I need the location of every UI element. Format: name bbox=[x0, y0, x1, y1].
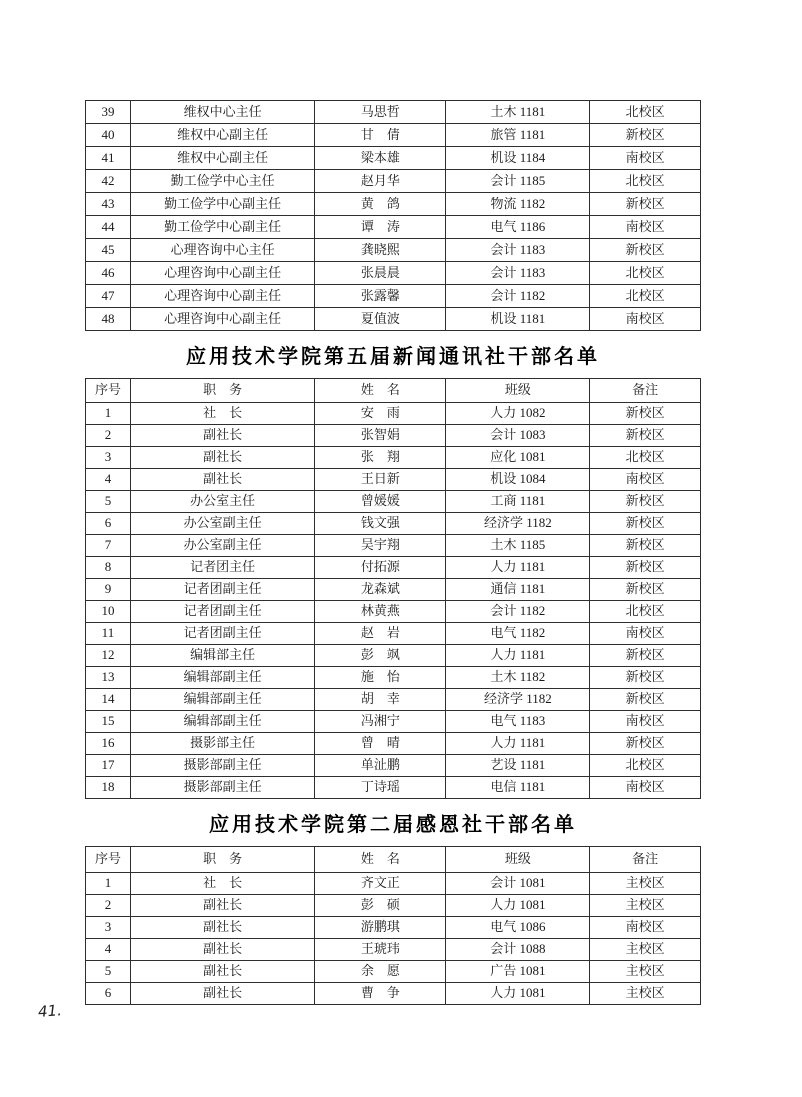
cell-name: 王琥玮 bbox=[315, 939, 446, 961]
section-title-gratitude-society: 应用技术学院第二届感恩社干部名单 bbox=[209, 812, 577, 836]
cell-name: 吴宇翔 bbox=[315, 535, 446, 557]
cell-note: 主校区 bbox=[590, 961, 701, 983]
cell-name: 冯湘宁 bbox=[315, 711, 446, 733]
cell-note: 北校区 bbox=[590, 447, 701, 469]
table-header-row bbox=[86, 379, 701, 403]
cell-note: 南校区 bbox=[590, 777, 701, 799]
table-row bbox=[86, 447, 701, 469]
cell-note: 主校区 bbox=[590, 983, 701, 1005]
cell-note: 新校区 bbox=[590, 733, 701, 755]
cell-position: 编辑部副主任 bbox=[130, 667, 315, 689]
table-row bbox=[86, 711, 701, 733]
cell-note: 北校区 bbox=[590, 101, 701, 124]
table-row bbox=[86, 262, 701, 285]
cell-class: 会计 1182 bbox=[446, 285, 590, 308]
cell-note: 主校区 bbox=[590, 895, 701, 917]
cell-note: 新校区 bbox=[590, 193, 701, 216]
cell-index: 5 bbox=[86, 491, 131, 513]
cell-name: 钱文强 bbox=[315, 513, 446, 535]
cell-note: 新校区 bbox=[590, 239, 701, 262]
cell-index: 13 bbox=[86, 667, 131, 689]
cell-note: 南校区 bbox=[590, 147, 701, 170]
cell-position: 心理咨询中心副主任 bbox=[130, 285, 315, 308]
cell-position: 心理咨询中心副主任 bbox=[130, 262, 315, 285]
cell-index: 18 bbox=[86, 777, 131, 799]
cell-index: 16 bbox=[86, 733, 131, 755]
cell-name: 彭 硕 bbox=[315, 895, 446, 917]
cell-class: 机设 1184 bbox=[446, 147, 590, 170]
cell-class: 工商 1181 bbox=[446, 491, 590, 513]
table-row bbox=[86, 308, 701, 331]
cell-class: 电信 1181 bbox=[446, 777, 590, 799]
cell-class: 电气 1086 bbox=[446, 917, 590, 939]
cell-note: 新校区 bbox=[590, 403, 701, 425]
section-title-news-society: 应用技术学院第五届新闻通讯社干部名单 bbox=[186, 344, 600, 368]
cell-class: 经济学 1182 bbox=[446, 689, 590, 711]
cell-position: 办公室副主任 bbox=[130, 513, 315, 535]
cell-class: 经济学 1182 bbox=[446, 513, 590, 535]
cell-note: 新校区 bbox=[590, 579, 701, 601]
table-row bbox=[86, 645, 701, 667]
cell-note: 新校区 bbox=[590, 667, 701, 689]
table-row bbox=[86, 557, 701, 579]
cell-position: 勤工俭学中心副主任 bbox=[130, 216, 315, 239]
cell-name: 游鹏琪 bbox=[315, 917, 446, 939]
cell-index: 3 bbox=[86, 447, 131, 469]
cell-position: 副社长 bbox=[130, 917, 315, 939]
cell-note: 新校区 bbox=[590, 124, 701, 147]
page-number: 41. bbox=[37, 1001, 63, 1021]
cell-name: 张晨晨 bbox=[315, 262, 446, 285]
cell-index: 7 bbox=[86, 535, 131, 557]
cell-name: 林黄燕 bbox=[315, 601, 446, 623]
cell-index: 2 bbox=[86, 895, 131, 917]
cell-class: 人力 1081 bbox=[446, 983, 590, 1005]
cell-index: 42 bbox=[86, 170, 131, 193]
cell-class: 电气 1186 bbox=[446, 216, 590, 239]
cell-index: 8 bbox=[86, 557, 131, 579]
cell-name: 张 翔 bbox=[315, 447, 446, 469]
cell-note: 主校区 bbox=[590, 873, 701, 895]
cell-note: 新校区 bbox=[590, 557, 701, 579]
table-row bbox=[86, 469, 701, 491]
cell-position: 维权中心主任 bbox=[130, 101, 315, 124]
table-row bbox=[86, 124, 701, 147]
cell-index: 47 bbox=[86, 285, 131, 308]
cell-position: 心理咨询中心主任 bbox=[130, 239, 315, 262]
cell-class: 机设 1181 bbox=[446, 308, 590, 331]
table-row bbox=[86, 239, 701, 262]
cell-position: 社 长 bbox=[130, 403, 315, 425]
cell-name: 付拓源 bbox=[315, 557, 446, 579]
cell-position: 副社长 bbox=[130, 469, 315, 491]
cell-note: 新校区 bbox=[590, 513, 701, 535]
cell-note: 北校区 bbox=[590, 170, 701, 193]
cell-index: 2 bbox=[86, 425, 131, 447]
cell-index: 4 bbox=[86, 469, 131, 491]
cell-name: 曾媛媛 bbox=[315, 491, 446, 513]
cell-position: 副社长 bbox=[130, 939, 315, 961]
table-row bbox=[86, 939, 701, 961]
table-row bbox=[86, 895, 701, 917]
cell-position: 副社长 bbox=[130, 425, 315, 447]
cell-index: 10 bbox=[86, 601, 131, 623]
cell-index: 48 bbox=[86, 308, 131, 331]
cell-index: 17 bbox=[86, 755, 131, 777]
cell-position: 勤工俭学中心主任 bbox=[130, 170, 315, 193]
table-row bbox=[86, 285, 701, 308]
column-header-name: 姓 名 bbox=[315, 379, 446, 403]
table-row bbox=[86, 777, 701, 799]
cell-class: 旅管 1181 bbox=[446, 124, 590, 147]
cell-position: 记者团副主任 bbox=[130, 579, 315, 601]
cell-note: 主校区 bbox=[590, 939, 701, 961]
cell-class: 人力 1181 bbox=[446, 557, 590, 579]
table-row bbox=[86, 983, 701, 1005]
cell-note: 新校区 bbox=[590, 645, 701, 667]
cell-position: 摄影部副主任 bbox=[130, 755, 315, 777]
cell-index: 1 bbox=[86, 873, 131, 895]
table-row bbox=[86, 535, 701, 557]
cell-name: 施 怡 bbox=[315, 667, 446, 689]
news-society-cadre-table bbox=[85, 378, 701, 799]
cell-name: 赵 岩 bbox=[315, 623, 446, 645]
cell-position: 副社长 bbox=[130, 961, 315, 983]
cell-name: 单沚鹏 bbox=[315, 755, 446, 777]
cell-class: 人力 1081 bbox=[446, 895, 590, 917]
table-row bbox=[86, 513, 701, 535]
cell-note: 北校区 bbox=[590, 755, 701, 777]
table-row bbox=[86, 403, 701, 425]
cell-index: 11 bbox=[86, 623, 131, 645]
cell-class: 会计 1182 bbox=[446, 601, 590, 623]
cell-name: 龙森斌 bbox=[315, 579, 446, 601]
cell-position: 副社长 bbox=[130, 447, 315, 469]
table-row bbox=[86, 755, 701, 777]
cell-index: 9 bbox=[86, 579, 131, 601]
cell-name: 余 愿 bbox=[315, 961, 446, 983]
cell-name: 安 雨 bbox=[315, 403, 446, 425]
column-header-position: 职 务 bbox=[130, 847, 315, 873]
table-row bbox=[86, 961, 701, 983]
cell-note: 新校区 bbox=[590, 425, 701, 447]
cell-name: 曾 晴 bbox=[315, 733, 446, 755]
cell-note: 新校区 bbox=[590, 689, 701, 711]
column-header-index: 序号 bbox=[86, 847, 131, 873]
cell-position: 编辑部副主任 bbox=[130, 689, 315, 711]
cell-index: 4 bbox=[86, 939, 131, 961]
table-row bbox=[86, 733, 701, 755]
column-header-note: 备注 bbox=[590, 379, 701, 403]
cell-index: 5 bbox=[86, 961, 131, 983]
table-row bbox=[86, 579, 701, 601]
column-header-class: 班级 bbox=[446, 847, 590, 873]
cell-index: 41 bbox=[86, 147, 131, 170]
cell-index: 39 bbox=[86, 101, 131, 124]
cell-class: 广告 1081 bbox=[446, 961, 590, 983]
document-content bbox=[85, 100, 701, 1005]
cell-position: 摄影部副主任 bbox=[130, 777, 315, 799]
cell-position: 副社长 bbox=[130, 895, 315, 917]
cell-index: 44 bbox=[86, 216, 131, 239]
cell-position: 办公室主任 bbox=[130, 491, 315, 513]
cell-position: 记者团副主任 bbox=[130, 623, 315, 645]
cell-note: 南校区 bbox=[590, 917, 701, 939]
cell-class: 土木 1182 bbox=[446, 667, 590, 689]
cell-class: 土木 1181 bbox=[446, 101, 590, 124]
cell-class: 人力 1181 bbox=[446, 733, 590, 755]
cell-class: 机设 1084 bbox=[446, 469, 590, 491]
cell-name: 曹 争 bbox=[315, 983, 446, 1005]
table-row bbox=[86, 873, 701, 895]
cell-name: 胡 幸 bbox=[315, 689, 446, 711]
cell-note: 南校区 bbox=[590, 216, 701, 239]
cadre-roster-table-continuation bbox=[85, 100, 701, 331]
table-row bbox=[86, 601, 701, 623]
cell-class: 人力 1082 bbox=[446, 403, 590, 425]
gratitude-society-cadre-table bbox=[85, 846, 701, 1005]
table-row bbox=[86, 623, 701, 645]
cell-class: 会计 1088 bbox=[446, 939, 590, 961]
column-header-note: 备注 bbox=[590, 847, 701, 873]
cell-name: 张露馨 bbox=[315, 285, 446, 308]
cell-name: 彭 飒 bbox=[315, 645, 446, 667]
column-header-class: 班级 bbox=[446, 379, 590, 403]
column-header-index: 序号 bbox=[86, 379, 131, 403]
cell-name: 马思哲 bbox=[315, 101, 446, 124]
cell-note: 南校区 bbox=[590, 469, 701, 491]
table-row bbox=[86, 491, 701, 513]
cell-position: 记者团主任 bbox=[130, 557, 315, 579]
table-row bbox=[86, 667, 701, 689]
cell-position: 心理咨询中心副主任 bbox=[130, 308, 315, 331]
cell-position: 记者团副主任 bbox=[130, 601, 315, 623]
cell-name: 甘 倩 bbox=[315, 124, 446, 147]
cell-position: 摄影部主任 bbox=[130, 733, 315, 755]
cell-name: 丁诗瑶 bbox=[315, 777, 446, 799]
cell-name: 张智娟 bbox=[315, 425, 446, 447]
cell-name: 龚晓熙 bbox=[315, 239, 446, 262]
cell-class: 应化 1081 bbox=[446, 447, 590, 469]
cell-name: 赵月华 bbox=[315, 170, 446, 193]
table-row bbox=[86, 917, 701, 939]
cell-index: 6 bbox=[86, 513, 131, 535]
table-header-row bbox=[86, 847, 701, 873]
cell-name: 夏值波 bbox=[315, 308, 446, 331]
cell-position: 办公室副主任 bbox=[130, 535, 315, 557]
cell-index: 45 bbox=[86, 239, 131, 262]
cell-class: 电气 1183 bbox=[446, 711, 590, 733]
cell-class: 会计 1185 bbox=[446, 170, 590, 193]
table-row bbox=[86, 193, 701, 216]
table-row bbox=[86, 689, 701, 711]
column-header-position: 职 务 bbox=[130, 379, 315, 403]
cell-class: 土木 1185 bbox=[446, 535, 590, 557]
table-row bbox=[86, 425, 701, 447]
cell-class: 人力 1181 bbox=[446, 645, 590, 667]
cell-name: 齐文正 bbox=[315, 873, 446, 895]
cell-note: 新校区 bbox=[590, 491, 701, 513]
cell-name: 王日新 bbox=[315, 469, 446, 491]
cell-note: 新校区 bbox=[590, 535, 701, 557]
cell-position: 副社长 bbox=[130, 983, 315, 1005]
cell-class: 会计 1083 bbox=[446, 425, 590, 447]
cell-note: 南校区 bbox=[590, 623, 701, 645]
cell-index: 12 bbox=[86, 645, 131, 667]
cell-index: 6 bbox=[86, 983, 131, 1005]
cell-index: 3 bbox=[86, 917, 131, 939]
table-row bbox=[86, 147, 701, 170]
table-row bbox=[86, 216, 701, 239]
cell-class: 会计 1183 bbox=[446, 239, 590, 262]
cell-position: 勤工俭学中心副主任 bbox=[130, 193, 315, 216]
cell-class: 通信 1181 bbox=[446, 579, 590, 601]
cell-name: 黄 鸽 bbox=[315, 193, 446, 216]
cell-name: 谭 涛 bbox=[315, 216, 446, 239]
cell-position: 编辑部主任 bbox=[130, 645, 315, 667]
table-row bbox=[86, 101, 701, 124]
cell-note: 北校区 bbox=[590, 262, 701, 285]
cell-index: 46 bbox=[86, 262, 131, 285]
cell-position: 维权中心副主任 bbox=[130, 147, 315, 170]
cell-class: 物流 1182 bbox=[446, 193, 590, 216]
cell-note: 南校区 bbox=[590, 308, 701, 331]
cell-index: 43 bbox=[86, 193, 131, 216]
cell-note: 北校区 bbox=[590, 601, 701, 623]
cell-class: 会计 1081 bbox=[446, 873, 590, 895]
cell-index: 14 bbox=[86, 689, 131, 711]
table-row bbox=[86, 170, 701, 193]
column-header-name: 姓 名 bbox=[315, 847, 446, 873]
cell-position: 维权中心副主任 bbox=[130, 124, 315, 147]
cell-index: 1 bbox=[86, 403, 131, 425]
cell-position: 社 长 bbox=[130, 873, 315, 895]
cell-class: 会计 1183 bbox=[446, 262, 590, 285]
cell-note: 南校区 bbox=[590, 711, 701, 733]
cell-position: 编辑部副主任 bbox=[130, 711, 315, 733]
cell-name: 梁本雄 bbox=[315, 147, 446, 170]
cell-note: 北校区 bbox=[590, 285, 701, 308]
cell-index: 15 bbox=[86, 711, 131, 733]
cell-index: 40 bbox=[86, 124, 131, 147]
cell-class: 艺设 1181 bbox=[446, 755, 590, 777]
cell-class: 电气 1182 bbox=[446, 623, 590, 645]
